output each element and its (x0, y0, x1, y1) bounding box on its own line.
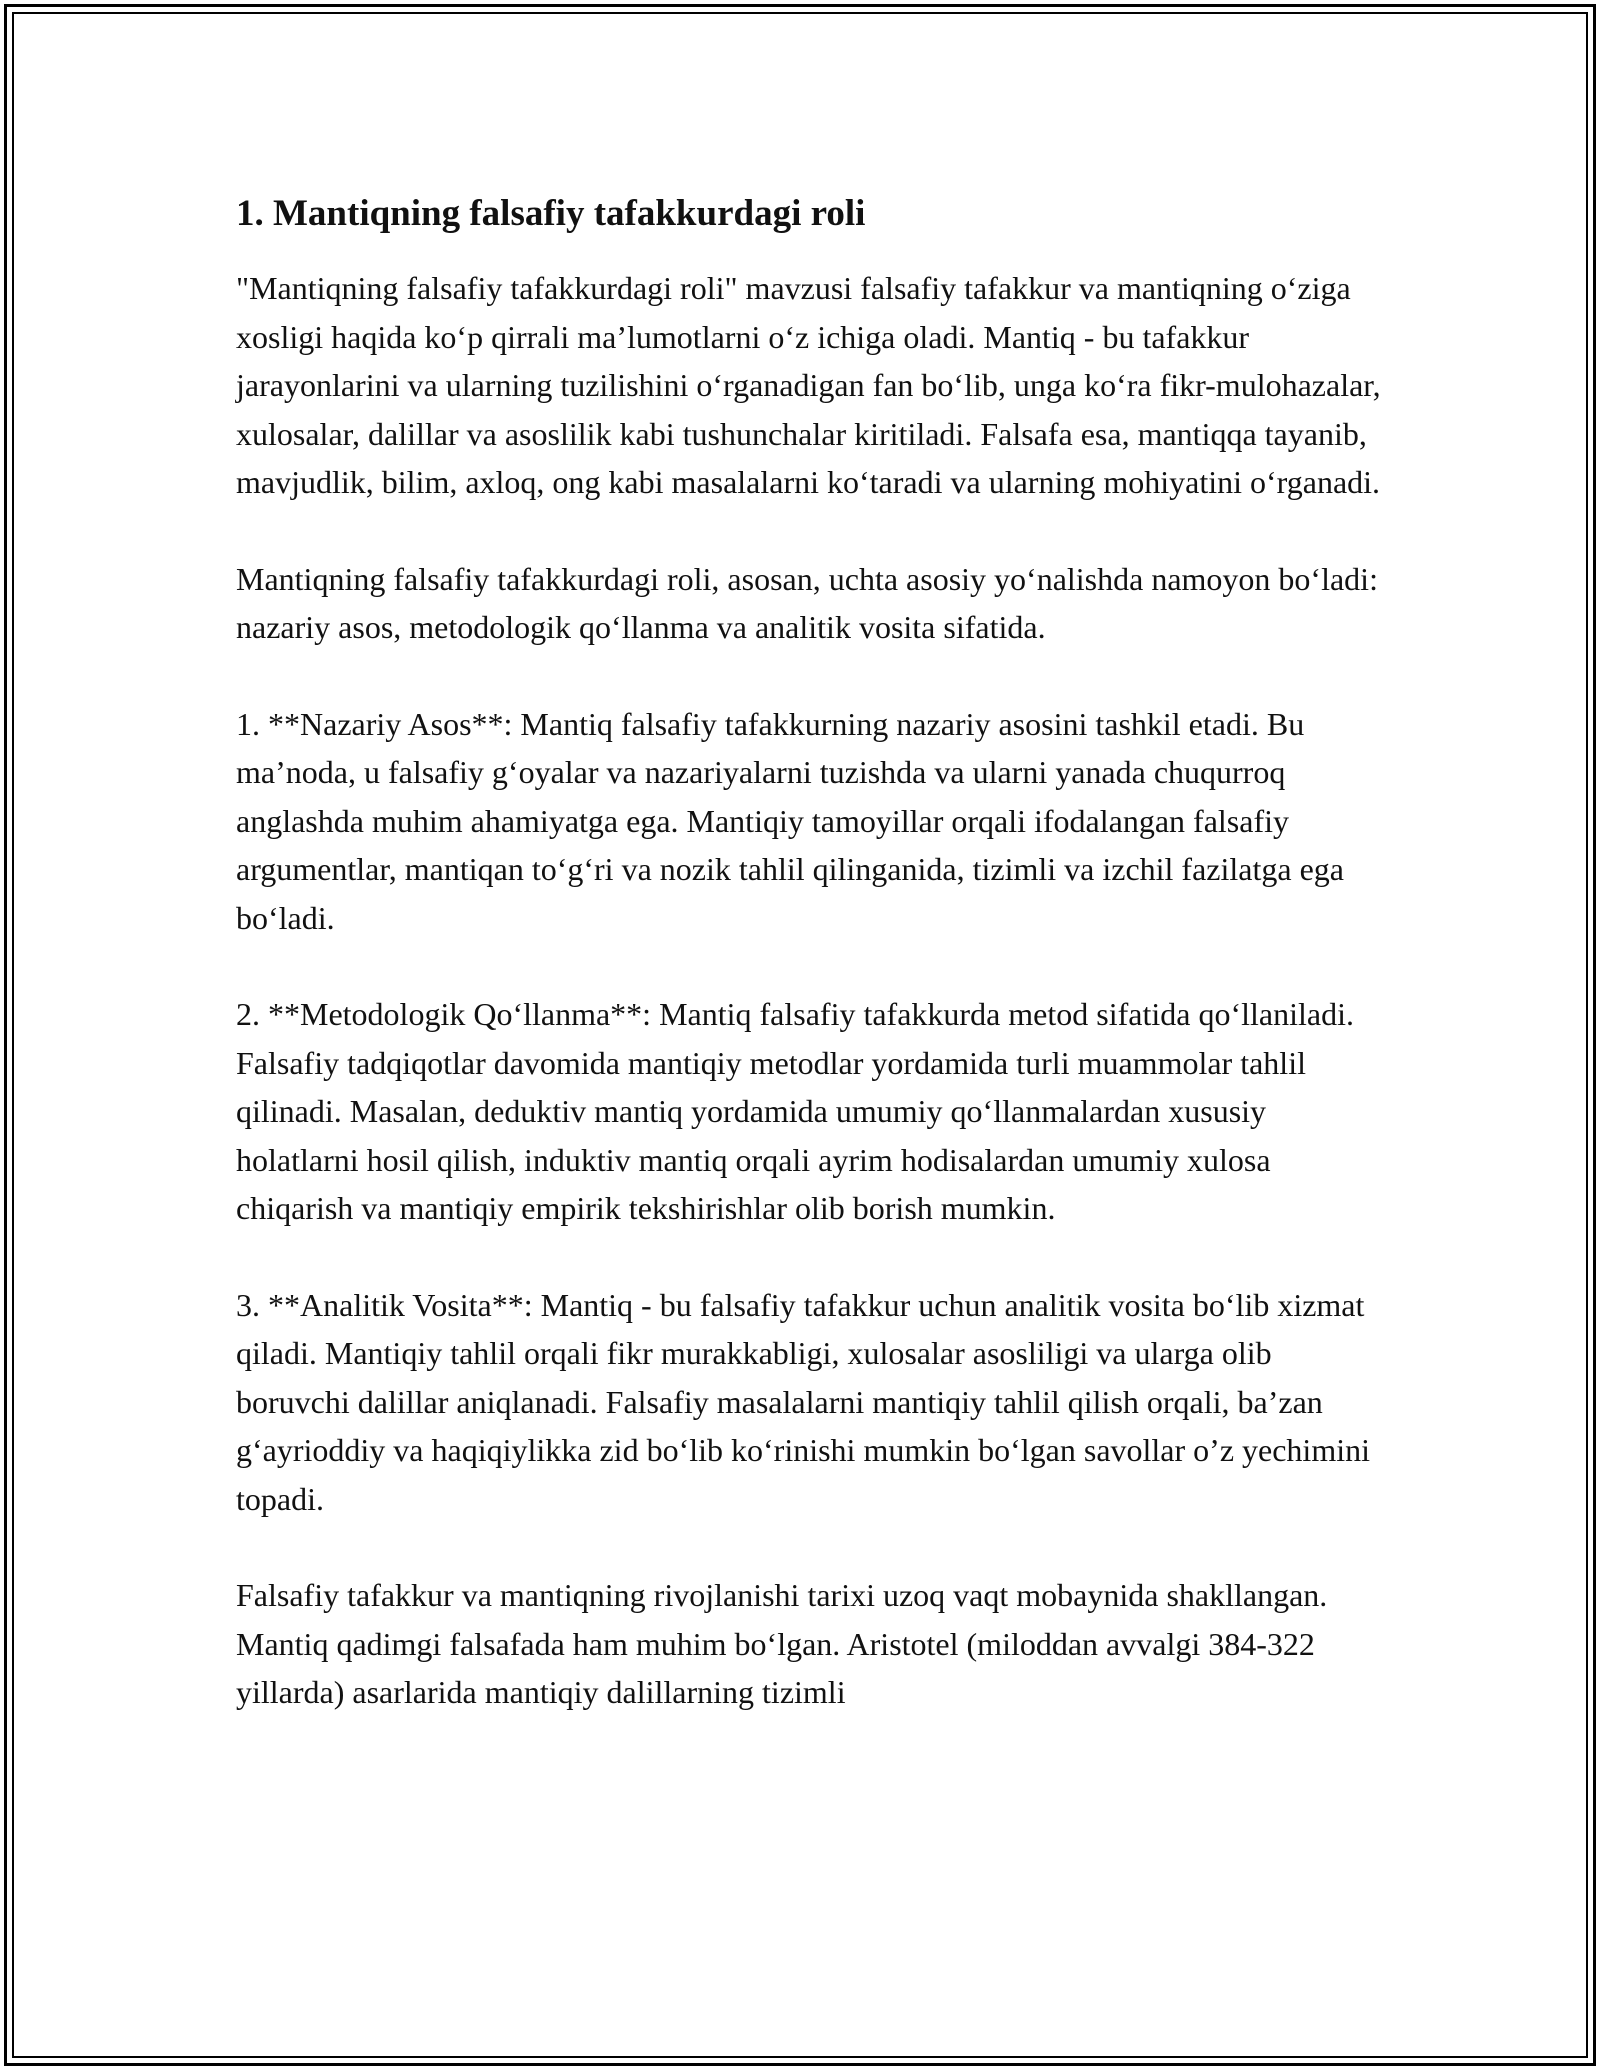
list-item-nazariy-asos: 1. **Nazariy Asos**: Mantiq falsafiy tafakkurning nazariy asosini tashkil etadi. Bu ma’noda, u falsafiy g‘oyalar va nazariyalarni tuzishda va ularni yanada chuqurroq anglashda muhim ahamiyatga ega. Mantiqiy tamoyillar orqali ifodalangan falsafiy argumentlar, mantiqan to‘g‘ri va nozik tahlil qilinganida, tizimli va izchil fazilatga ega bo‘ladi. (236, 705, 1344, 936)
summary-paragraph: Mantiqning falsafiy tafakkurdagi roli, asosan, uchta asosiy yo‘nalishda namoyon bo‘ladi: nazariy asos, metodologik qo‘llanma va analitik vosita sifatida. (236, 560, 1378, 645)
document-title: 1. Mantiqning falsafiy tafakkurdagi roli (236, 193, 866, 234)
document-body (236, 186, 1386, 1765)
intro-paragraph: "Mantiqning falsafiy tafakkurdagi roli" mavzusi falsafiy tafakkur va mantiqning o‘ziga xosligi haqida ko‘p qirrali ma’lumotlarni o‘z ichiga oladi. Mantiq - bu tafakkur jarayonlarini va ularning tuzilishini o‘rganadigan fan bo‘lib, unga ko‘ra fikr-mulohazalar, xulosalar, dalillar va asoslilik kabi tushunchalar kiritiladi. Falsafa esa, mantiqqa tayanib, mavjudlik, bilim, axloq, ong kabi masalalarni ko‘taradi va ularning mohiyatini o‘rganadi. (236, 270, 1381, 500)
history-paragraph: Falsafiy tafakkur va mantiqning rivojlanishi tarixi uzoq vaqt mobaynida shakllangan. Mantiq qadimgi falsafada ham muhim bo‘lgan. Aristotel (miloddan avvalgi 384-322 yillarda) asarlarida mantiqiy dalillarning tizimli (236, 1577, 1328, 1710)
list-item-metodologik-qollanma: 2. **Metodologik Qo‘llanma**: Mantiq falsafiy tafakkurda metod sifatida qo‘llaniladi. Falsafiy tadqiqotlar davomida mantiqiy metodlar yordamida turli muammolar tahlil qilinadi. Masalan, deduktiv mantiq yordamida umumiy qo‘llanmalardan xususiy holatlarni hosil qilish, induktiv mantiq orqali ayrim hodisalardan umumiy xulosa chiqarish va mantiqiy empirik tekshirishlar olib borish mumkin. (236, 996, 1354, 1226)
list-item-analitik-vosita: 3. **Analitik Vosita**: Mantiq - bu falsafiy tafakkur uchun analitik vosita bo‘lib xizmat qiladi. Mantiqiy tahlil orqali fikr murakkabligi, xulosalar asosliligi va ularga olib boruvchi dalillar aniqlanadi. Falsafiy masalalarni mantiqiy tahlil qilish orqali, ba’zan g‘ayrioddiy va haqiqiylikka zid bo‘lib ko‘rinishi mumkin bo‘lgan savollar o’z yechimini topadi. (236, 1286, 1370, 1517)
